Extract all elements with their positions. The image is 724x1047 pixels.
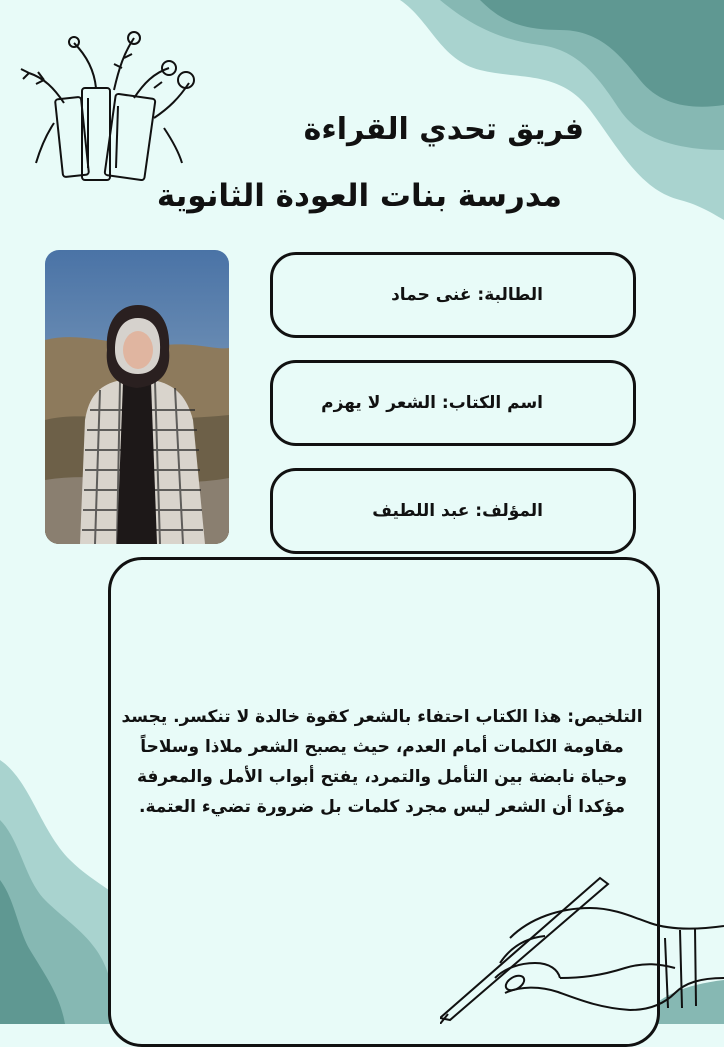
author-label: المؤلف: عبد اللطيف	[372, 501, 543, 521]
summary-text: التلخيص: هذا الكتاب احتفاء بالشعر كقوة خالدة لا تنكسر. يجسد مقاومة الكلمات أمام العدم، حيث يصبح الشعر ملاذا وسلاحاً وحياة نابضة بين التأمل والتمرد، يفتح أبواب الأمل والمعرفة مؤكدا أن الشعر ليس مجرد كلمات بل ضرورة تضيء العتمة.	[121, 707, 643, 817]
book-title-box	[270, 360, 636, 446]
books-flowers-illustration	[14, 28, 204, 188]
student-name-box	[270, 252, 636, 338]
author-box	[270, 468, 636, 554]
book-title-label: اسم الكتاب: الشعر لا يهزم	[321, 393, 543, 413]
school-title: مدرسة بنات العودة الثانوية	[156, 178, 562, 214]
student-photo	[45, 250, 229, 544]
student-name-label: الطالبة: غنى حماد	[391, 285, 543, 305]
team-title: فريق تحدي القراءة	[303, 112, 584, 147]
hand-pen-illustration	[440, 868, 724, 1024]
